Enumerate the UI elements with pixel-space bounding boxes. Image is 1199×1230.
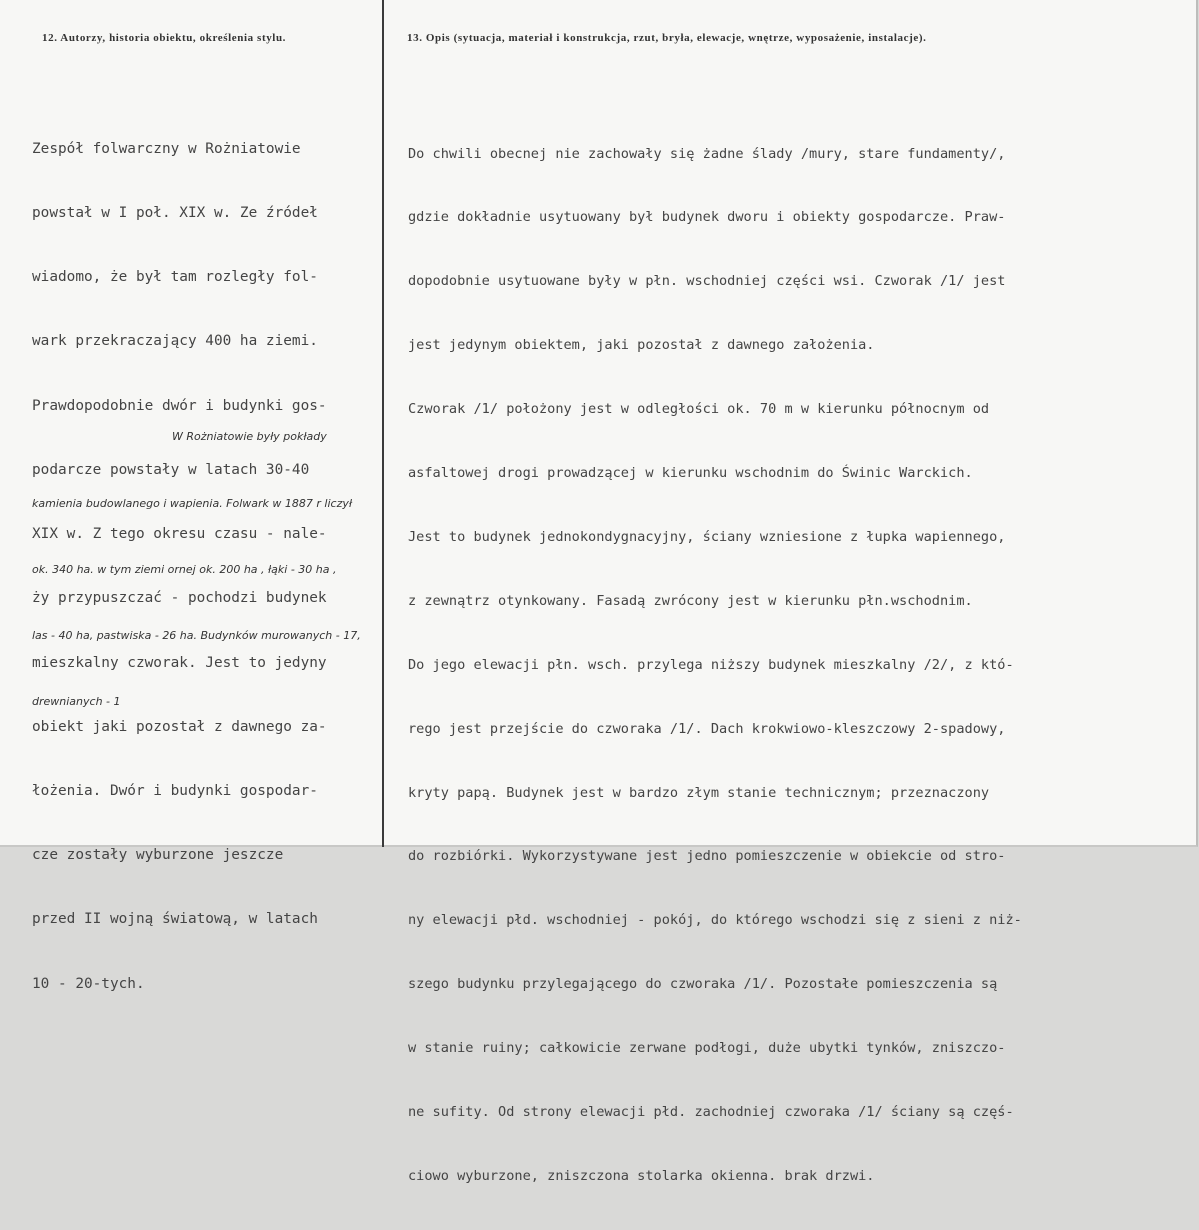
typed-line: Zespół folwarczny w Rożniatowie <box>32 140 301 157</box>
typed-line: ży przypuszczać - pochodzi budynek <box>32 590 327 607</box>
typed-line: XIX w. Z tego okresu czasu - nale- <box>32 526 327 543</box>
typed-line: obiekt jaki pozostał z dawnego za- <box>32 718 327 735</box>
typed-line: mieszkalny czworak. Jest to jedyny <box>32 654 327 671</box>
typed-line: do rozbiórki. Wykorzystywane jest jedno pomieszczenie w obiekcie od stro- <box>408 848 1006 865</box>
description-typed-text <box>408 101 1022 1230</box>
typed-line: cze zostały wyburzone jeszcze <box>32 847 284 864</box>
typed-line: szego budynku przylegającego do czworaka /1/. Pozostałe pomieszczenia są <box>408 976 998 993</box>
typed-line: gdzie dokładnie usytuowany był budynek dworu i obiekty gospodarcze. Praw- <box>408 209 1006 226</box>
typed-line: asfaltowej drogi prowadzącej w kierunku wschodnim do Świnic Warckich. <box>408 465 973 482</box>
typed-line: z zewnątrz otynkowany. Fasadą zwrócony jest w kierunku płn.wschodnim. <box>408 592 973 609</box>
handwritten-line: ok. 340 ha. w tym ziemi ornej ok. 200 ha , łąki - 30 ha , <box>32 563 337 576</box>
column-divider <box>382 0 384 847</box>
typed-line: powstał w I poł. XIX w. Ze źródeł <box>32 205 318 222</box>
typed-line: Czworak /1/ położony jest w odległości ok. 70 m w kierunku północnym od <box>408 401 990 418</box>
typed-line: podarcze powstały w latach 30-40 <box>32 461 310 478</box>
typed-line: ciowo wyburzone, zniszczona stolarka okienna. brak drzwi. <box>408 1167 875 1184</box>
handwritten-line: kamienia budowlanego i wapienia. Folwark w 1887 r liczył <box>32 497 353 510</box>
typed-line: jest jedynym obiektem, jaki pozostał z dawnego założenia. <box>408 337 875 354</box>
section-12-heading: 12. Autorzy, historia obiektu, określenia stylu. <box>42 32 287 44</box>
typed-line: ny elewacji płd. wschodniej - pokój, do którego wschodzi się z sieni z niż- <box>408 912 1022 929</box>
typed-line: łożenia. Dwór i budynki gospodar- <box>32 783 318 799</box>
typed-line: Do chwili obecnej nie zachowały się żadne ślady /mury, stare fundamenty/, <box>408 145 1006 162</box>
typed-line: w stanie ruiny; całkowicie zerwane podłogi, duże ubytki tynków, zniszczo- <box>408 1040 1006 1057</box>
typed-line: dopodobnie usytuowane były w płn. wschodniej części wsi. Czworak /1/ jest <box>408 273 1006 290</box>
handwritten-note <box>32 449 361 757</box>
typed-line: Do jego elewacji płn. wsch. przylega niższy budynek mieszkalny /2/, z któ- <box>408 656 1014 673</box>
typed-line: kryty papą. Budynek jest w bardzo złym stanie technicznym; przeznaczony <box>408 784 990 801</box>
typed-line: rego jest przejście do czworaka /1/. Dach krokwiowo-kleszczowy 2-spadowy, <box>408 720 1006 737</box>
typed-line: wark przekraczający 400 ha ziemi. <box>32 333 318 350</box>
typed-line: ne sufity. Od strony elewacji płd. zachodniej czworaka /1/ ściany są częś- <box>408 1103 1014 1120</box>
handwritten-line: drewnianych - 1 <box>32 695 121 708</box>
section-13-heading: 13. Opis (sytuacja, materiał i konstrukcja, rzut, bryła, elewacje, wnętrze, wyposażenie, instalacje). <box>407 32 927 44</box>
handwritten-note-inline: W Rożniatowie były pokłady <box>172 430 327 443</box>
typed-line: 10 - 20-tych. <box>32 975 145 992</box>
typed-line: Prawdopodobnie dwór i budynki gos- <box>32 397 327 414</box>
handwritten-line: las - 40 ha, pastwiska - 26 ha. Budynków murowanych - 17, <box>32 629 361 642</box>
typed-line: wiadomo, że był tam rozległy fol- <box>32 269 318 286</box>
typed-line: przed II wojną światową, w latach <box>32 911 318 928</box>
typed-line: Jest to budynek jednokondygnacyjny, ściany wzniesione z łupka wapiennego, <box>408 528 1006 545</box>
